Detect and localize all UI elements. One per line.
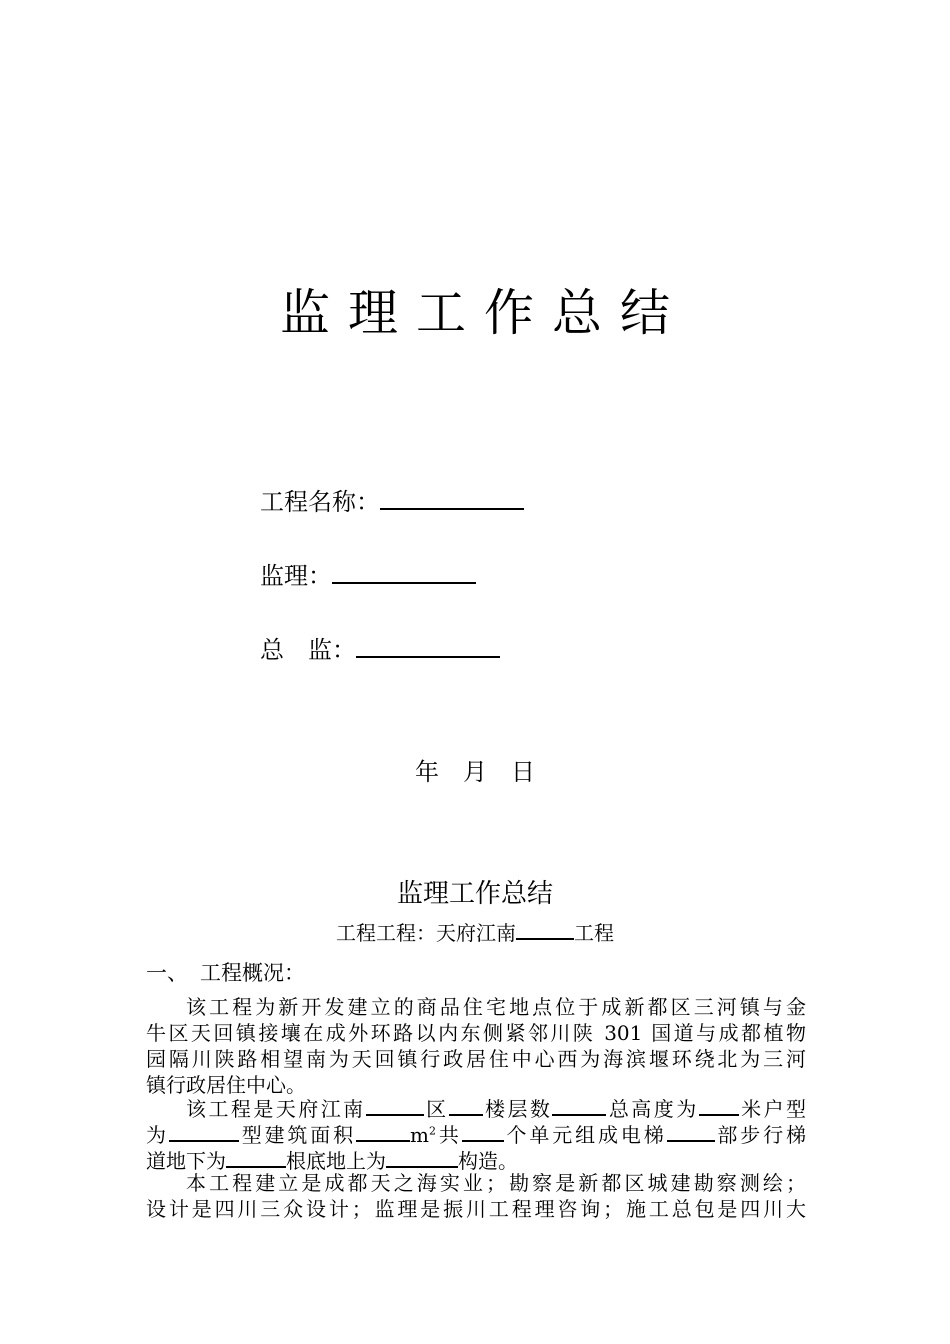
subtitle-suffix: 工程 <box>574 921 614 945</box>
paragraph-overview-2 <box>146 1096 806 1174</box>
blank-line <box>226 1148 286 1168</box>
cover-date: 年 月 日 <box>415 758 535 786</box>
text-line: 牛区天回镇接壤在成外环路以内东侧紧邻川陕 301 国道与成都植物 <box>146 1021 806 1045</box>
supervisor-label: 监理： <box>260 562 332 590</box>
text-fragment: 区 <box>423 1097 449 1121</box>
supervisor-blank[interactable] <box>332 558 476 584</box>
text-fragment: 楼层数 <box>482 1097 553 1121</box>
project-name-label: 工程名称： <box>260 488 380 516</box>
subtitle-prefix: 工程工程：天府江南 <box>336 921 516 945</box>
chief-supervisor-blank[interactable] <box>356 632 500 658</box>
text-fragment: 共 <box>435 1123 462 1147</box>
text-fragment: 根底地上为 <box>286 1149 386 1173</box>
chief-supervisor-label: 总 监： <box>260 636 356 664</box>
text-line: 设计是四川三众设计；监理是振川工程理咨询；施工总包是四川大 <box>146 1197 806 1221</box>
text-fragment: 米户型 <box>738 1097 806 1121</box>
paragraph-overview-3 <box>146 1170 806 1222</box>
text-line: 本工程建立是成都天之海实业；勘察是新都区城建勘察测绘； <box>186 1171 806 1195</box>
text-fragment: 个单元组成电梯 <box>503 1123 667 1147</box>
subtitle-blank <box>516 920 574 940</box>
text-line: 园隔川陕路相望南为天回镇行政居住中心西为海滨堰环绕北为三河 <box>146 1047 806 1071</box>
text-fragment: 部步行梯 <box>714 1123 806 1147</box>
blank-line <box>386 1148 458 1168</box>
blank-line <box>699 1096 739 1116</box>
text-fragment: 型建筑面积 <box>238 1123 357 1147</box>
blank-line <box>366 1096 424 1116</box>
blank-line <box>462 1122 504 1142</box>
paragraph-overview-1 <box>146 994 806 1098</box>
superscript: 2 <box>428 1124 436 1138</box>
text-fragment: 该工程是天府江南 <box>186 1097 366 1121</box>
supervisor-field <box>260 558 476 592</box>
text-line <box>146 1122 806 1148</box>
text-fragment: 道地下为 <box>146 1149 226 1173</box>
text-fragment: 构造。 <box>458 1149 518 1173</box>
chief-supervisor-field <box>260 632 500 666</box>
blank-line <box>449 1096 483 1116</box>
text-line: 镇行政居住中心。 <box>146 1073 306 1097</box>
section-number: 一、 <box>146 961 188 985</box>
blank-line <box>356 1122 410 1142</box>
section-title: 工程概况： <box>200 961 305 985</box>
cover-title: 监理工作总结 <box>280 284 688 342</box>
blank-line <box>552 1096 606 1116</box>
text-fragment: 总高度为 <box>606 1097 699 1121</box>
text-fragment: 为 <box>146 1123 169 1147</box>
text-line: 该工程为新开发建立的商品住宅地点位于成新都区三河镇与金 <box>186 995 806 1019</box>
summary-title: 监理工作总结 <box>396 879 553 909</box>
project-name-blank[interactable] <box>380 484 524 510</box>
text-line <box>146 1096 806 1122</box>
text-fragment: m <box>410 1123 429 1147</box>
summary-subtitle <box>0 919 950 947</box>
blank-line <box>667 1122 715 1142</box>
blank-line <box>169 1122 239 1142</box>
project-name-field <box>260 484 524 518</box>
section-heading-overview <box>146 958 305 988</box>
